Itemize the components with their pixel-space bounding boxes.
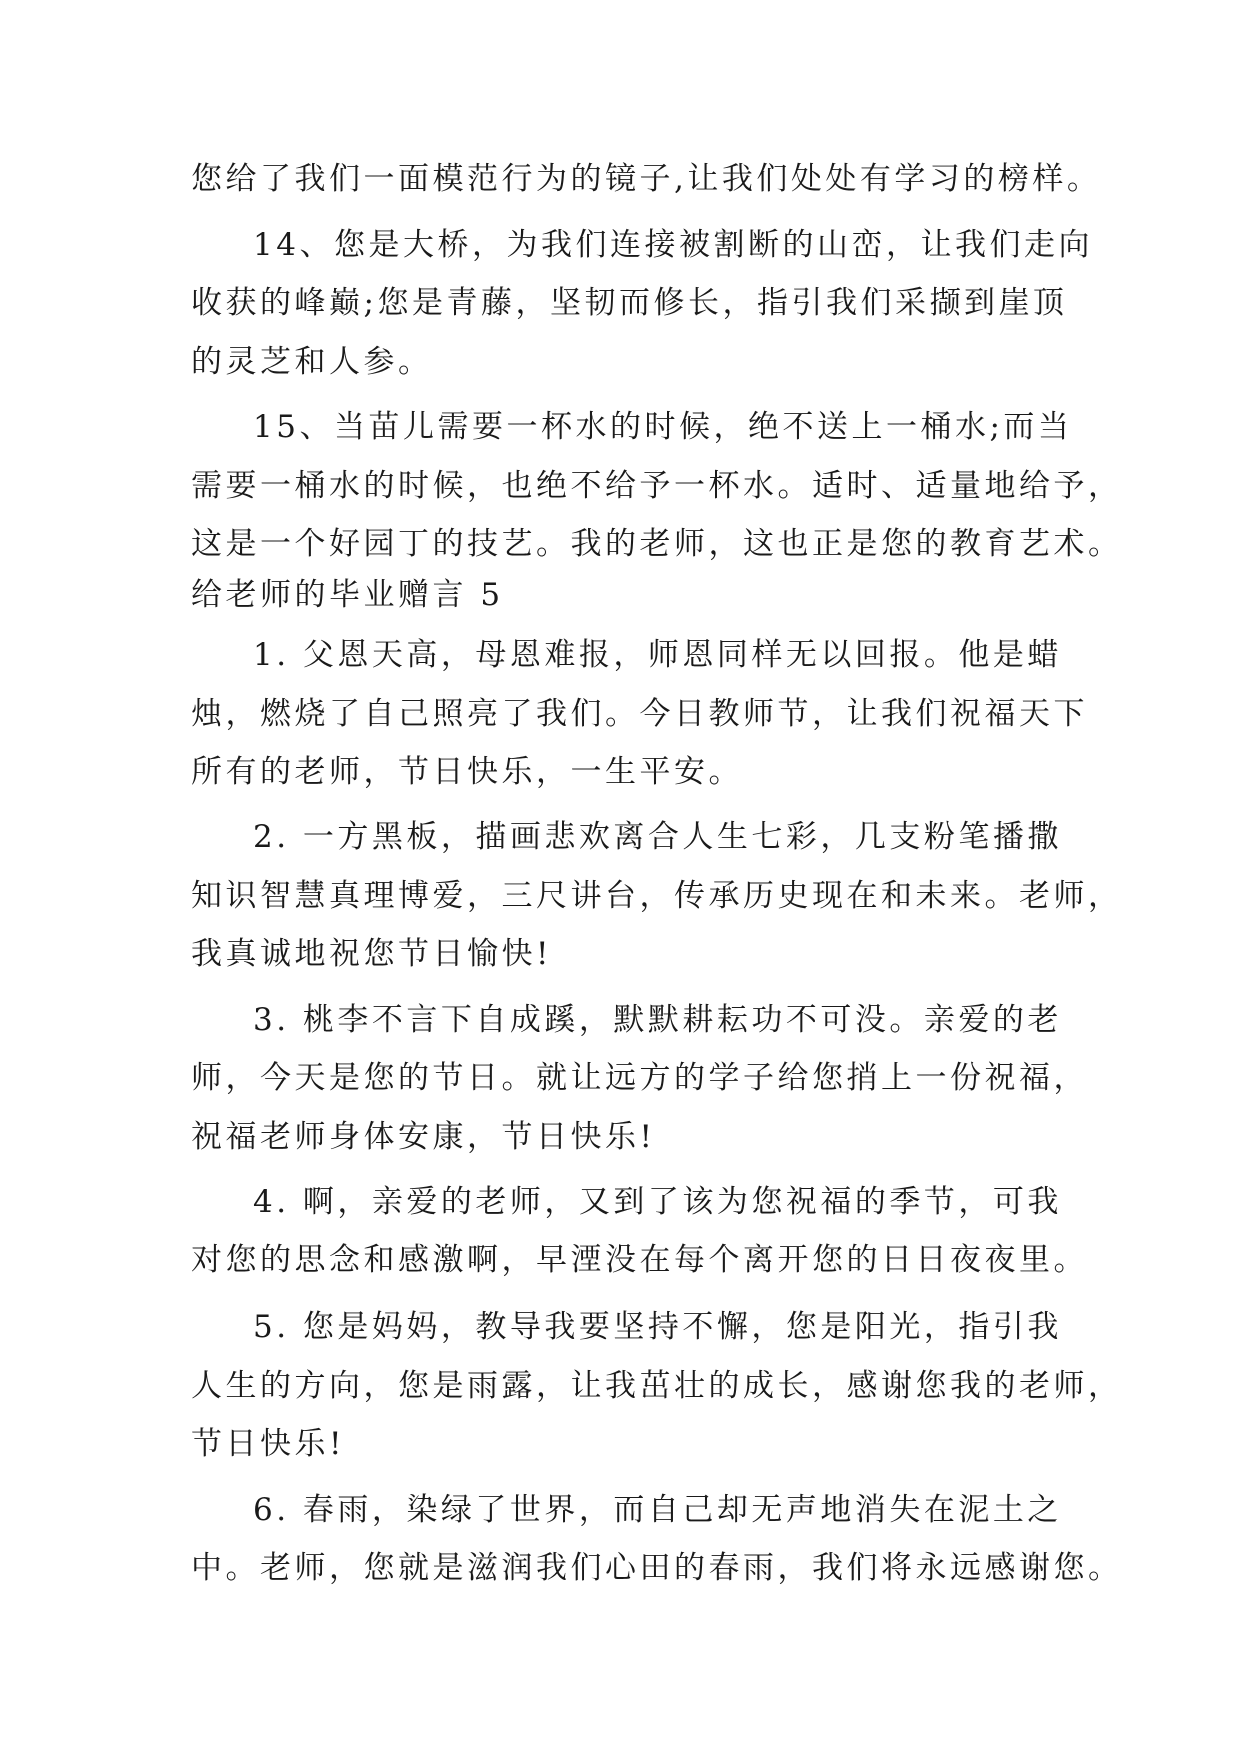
text-line: 烛，燃烧了自己照亮了我们。今日教师节，让我们祝福天下: [191, 696, 1088, 732]
text-line: 节日快乐!: [191, 1426, 345, 1462]
paragraph-start-line: 2. 一方黑板，描画悲欢离合人生七彩，几支粉笔播撒: [253, 819, 1062, 855]
text-line: 所有的老师，节日快乐，一生平安。: [191, 754, 743, 790]
paragraph-start-line: 3. 桃李不言下自成蹊，默默耕耘功不可没。亲爱的老: [253, 1002, 1062, 1038]
paragraph-start-line: 14、您是大桥，为我们连接被割断的山峦，让我们走向: [253, 227, 1093, 263]
text-line: 对您的思念和感激啊，早湮没在每个离开您的日日夜夜里。: [191, 1242, 1088, 1278]
text-line: 中。老师，您就是滋润我们心田的春雨，我们将永远感谢您。: [191, 1550, 1123, 1586]
text-line: 需要一桶水的时候，也绝不给予一杯水。适时、适量地给予，: [191, 468, 1123, 504]
paragraph-start-line: 4. 啊，亲爱的老师，又到了该为您祝福的季节，可我: [253, 1184, 1062, 1220]
text-line: 收获的峰巅;您是青藤，坚韧而修长，指引我们采撷到崖顶: [191, 285, 1068, 321]
text-line: 的灵芝和人参。: [191, 344, 433, 380]
paragraph-start-line: 15、当苗儿需要一杯水的时候，绝不送上一桶水;而当: [253, 409, 1073, 445]
text-line: 祝福老师身体安康，节日快乐!: [191, 1119, 656, 1155]
paragraph-start-line: 5. 您是妈妈，教导我要坚持不懈，您是阳光，指引我: [253, 1309, 1062, 1345]
paragraph-start-line: 1. 父恩天高，母恩难报，师恩同样无以回报。他是蜡: [253, 637, 1062, 673]
section-heading: 给老师的毕业赠言 5: [191, 577, 504, 613]
text-line: 师，今天是您的节日。就让远方的学子给您捎上一份祝福，: [191, 1060, 1088, 1096]
text-line: 人生的方向，您是雨露，让我茁壮的成长，感谢您我的老师，: [191, 1368, 1123, 1404]
text-line: 我真诚地祝您节日愉快!: [191, 936, 552, 972]
paragraph-start-line: 6. 春雨，染绿了世界，而自己却无声地消失在泥土之: [253, 1492, 1062, 1528]
text-line: 这是一个好园丁的技艺。我的老师，这也正是您的教育艺术。: [191, 526, 1123, 562]
text-line: 知识智慧真理博爱，三尺讲台，传承历史现在和未来。老师，: [191, 878, 1123, 914]
text-line: 您给了我们一面模范行为的镜子,让我们处处有学习的榜样。: [191, 161, 1102, 197]
